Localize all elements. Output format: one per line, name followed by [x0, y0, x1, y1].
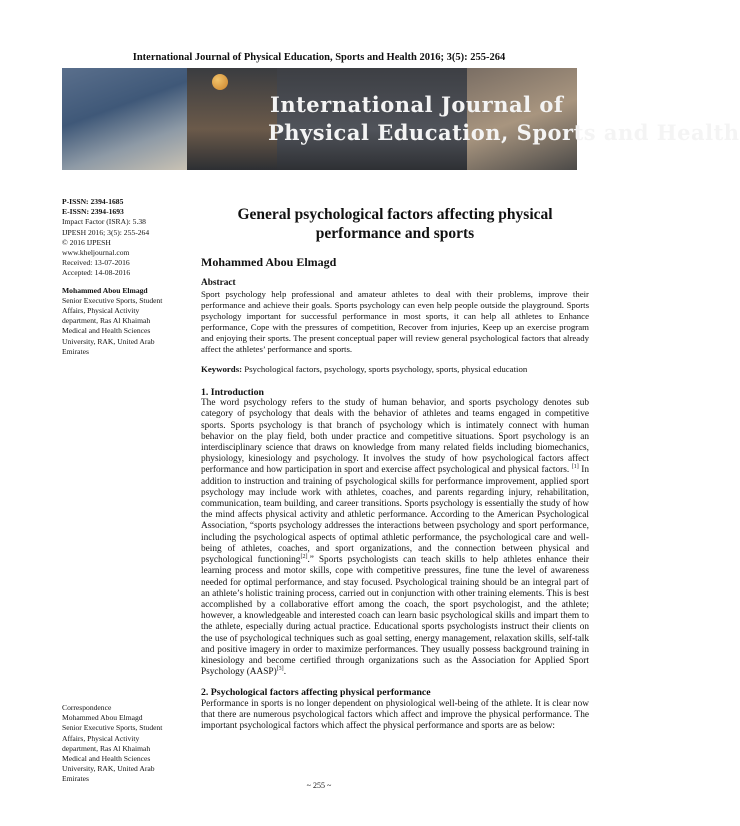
author-affil-line: Senior Executive Sports, Student [62, 295, 163, 305]
keywords-list: Psychological factors, psychology, sports psychology, sports, physical education [242, 363, 528, 374]
section-heading-factors: 2. Psychological factors affecting physical performance [201, 687, 431, 699]
banner-photo-cricket [62, 68, 187, 170]
correspondence-affil-line: Affairs, Physical Activity [62, 733, 140, 743]
author-affil-line: Medical and Health Sciences [62, 326, 151, 336]
correspondence-affil-line: department, Ras Al Khaimah [62, 743, 151, 753]
correspondence-affil-line: Senior Executive Sports, Student [62, 723, 163, 733]
impact-factor: Impact Factor (ISRA): 5.38 [62, 217, 146, 227]
correspondence-affil-line: Emirates [62, 774, 89, 784]
correspondence-block [62, 703, 180, 785]
basketball-icon [212, 74, 228, 90]
reference-marker: [1] [571, 464, 579, 471]
website: www.kheljournal.com [62, 248, 130, 258]
keywords-label: Keywords: [201, 363, 243, 374]
banner-photo-player [467, 68, 577, 170]
article-title-line1: General psychological factors affecting physical [237, 206, 553, 223]
journal-banner [62, 68, 740, 170]
banner-photo-athlete [187, 68, 277, 170]
intro-text-part: The word psychology refers to the study of human behavior, and sports psychology denotes sub category of psychology that deals with the behavior of athletes and teams engaged in competitive sports. Sports psychology is that branch of psychology which is intimately connect with human behavior on the play field, both under practice and competitive situations. Sport psychology is an interdisciplinary science that draws on knowledge from many related fields including biomechanics, physiology, kinesiology and psychology. It involves the study of how psychological factors affect performance and how participation in sport and exercise affect psychological and physical factors. [201, 398, 589, 476]
reference-marker: [3] [276, 666, 284, 673]
section-heading-introduction: 1. Introduction [201, 387, 264, 399]
e-issn: E-ISSN: 2394-1693 [62, 207, 124, 217]
author-affil-line: Emirates [62, 346, 89, 356]
factors-paragraph: Performance in sports is no longer dependent on physiological well-being of the athlete. It is clear now that there are numerous psychological factors which affect and improve the physical performance. The important psychological factors which affect the physical performance and sports are as below: [201, 698, 589, 731]
article-info-sidebar [62, 197, 180, 357]
introduction-paragraph [201, 398, 589, 678]
author-affil-line: Affairs, Physical Activity [62, 306, 140, 316]
intro-text-part: .” Sports psychologists can teach skills to help athletes enhance their learning process and motor skills, cope with competitive pressures, fine tune the level of awareness needed for optimal performance, and stay focused. Psychological training should be an integral part of an athlete’s holistic training process, carried out in conjunction with other training elements. This is best accomplished by a collaborative effort among the coach, the sport psychologist, and the athlete; however, a knowledgeable and interested coach can learn basic psychological skills and impart them to the athlete, especially during actual practice. Educational sports psychologists instruct their clients on the use of psychological techniques such as goal setting, energy management, relaxation skills, self-talk and positive imagery in order to maximize performances. They usually possess background training in kinesiology and become certified through organizations such as the Association for Applied Sport Psychology (AASP) [201, 555, 590, 678]
accepted-date: Accepted: 14-08-2016 [62, 268, 131, 278]
p-issn: P-ISSN: 2394-1685 [62, 197, 124, 206]
author-affil-line: department, Ras Al Khaimah [62, 316, 151, 326]
intro-text-part: In addition to instruction and training of psychological skills for performance improvement, applied sport psychology may include work with athletes, coaches, and parents regarding injury, rehabilitation, communication, team building, and career transitions. Sports psychology is essentially the study of how the mind affects physical activity and athletic performance. According to the American Psychological Association, “sports psychology addresses the interactions between psychology and sport performance, including the psychological aspects of optimal athletic performance, the psychological care and well-being of athletes, coaches, and sport organizations, and the connection between physical and psychological functioning [201, 465, 589, 566]
article-body [201, 205, 589, 741]
article-title [201, 205, 589, 243]
banner-title-line1: International Journal of [270, 92, 564, 117]
author-affil-line: University, RAK, United Arab [62, 336, 155, 346]
correspondence-heading: Correspondence [62, 703, 112, 712]
intro-text-part: . [283, 667, 287, 678]
article-title-line2: performance and sports [315, 225, 475, 242]
copyright: © 2016 IJPESH [62, 237, 111, 247]
running-head: International Journal of Physical Education, Sports and Health 2016; 3(5): 255-264 [132, 52, 506, 63]
correspondence-affil-line: Medical and Health Sciences [62, 754, 151, 764]
citation: IJPESH 2016; 3(5): 255-264 [62, 227, 150, 237]
page-number: ~ 255 ~ [306, 781, 332, 790]
keywords [201, 364, 589, 375]
author-name: Mohammed Abou Elmagd [62, 285, 148, 295]
abstract-heading: Abstract [201, 278, 236, 289]
article-author: Mohammed Abou Elmagd [201, 255, 337, 269]
received-date: Received: 13-07-2016 [62, 258, 130, 268]
banner-photo-field [277, 68, 467, 170]
reference-marker: [2] [300, 554, 308, 560]
correspondence-name: Mohammed Abou Elmagd [62, 713, 143, 723]
banner-title-line2: Physical Education, Sports and Health [268, 120, 740, 145]
abstract-text: Sport psychology help professional and amateur athletes to deal with their problems, improve their performance and achieve their goals. Sports psychology can even help people outside the playground. Sports psychology important for successful performance in most sports, it can help all athletes to Enhance performance, Cope with the pressures of competition, Recover from injuries, Keep up an exercise program and enjoying their sports. The present conceptual paper will review general psychological factors that already affect the athletes’ performance and sports. [201, 289, 589, 354]
correspondence-affil-line: University, RAK, United Arab [62, 764, 155, 774]
